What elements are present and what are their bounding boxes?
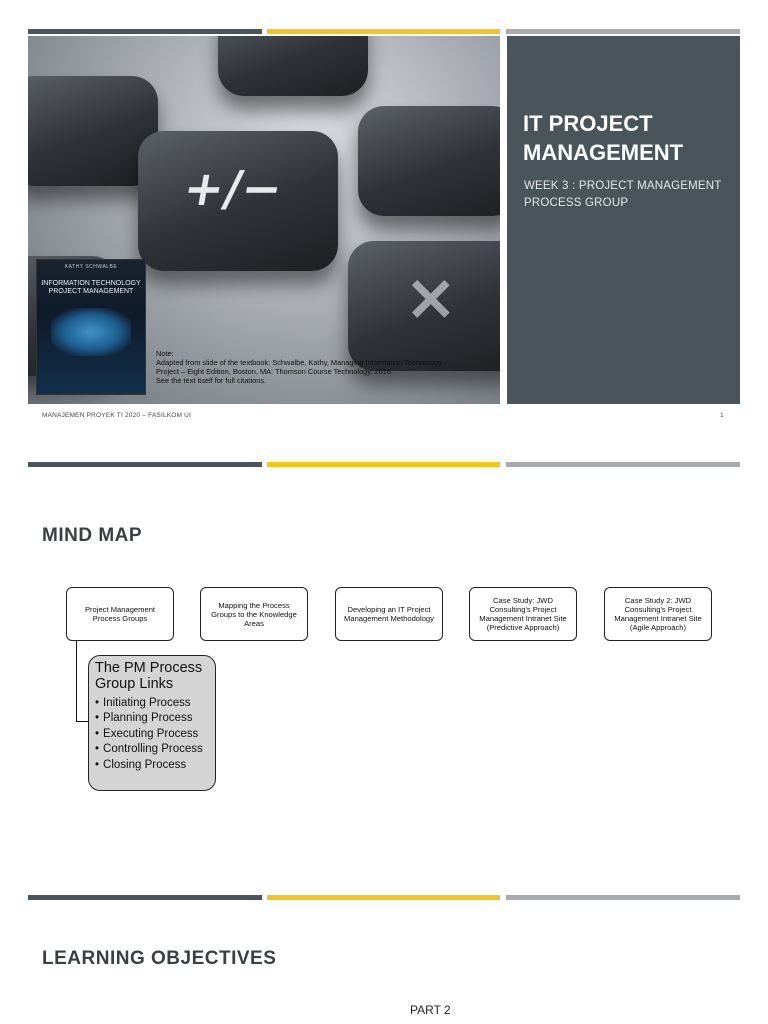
- accent-stripe-dark: [28, 895, 262, 900]
- calculator-key-plus-minus: [138, 131, 338, 271]
- accent-stripe-dark: [28, 29, 262, 34]
- note-label: Note:: [156, 349, 174, 358]
- note-line: See the text itself for full citations.: [156, 376, 267, 385]
- textbook-cover: [36, 259, 146, 395]
- plus-minus-icon: +/−: [179, 161, 287, 217]
- multiply-icon: ×: [404, 261, 458, 335]
- slide-heading: MIND MAP: [42, 525, 143, 546]
- note-line: Adapted from slide of the textbook: Schwalbe, Kathy, Managing Information Technology: [156, 358, 442, 367]
- note-line: Project – Eight Edition, Boston, MA: Thomson Course Technology, 2016.: [156, 367, 394, 376]
- accent-stripe-grey: [506, 29, 740, 34]
- slide-title: IT PROJECT MANAGEMENT: [523, 111, 684, 165]
- book-title: INFORMATION TECHNOLOGY PROJECT MANAGEMENT: [41, 280, 141, 295]
- slide-subtitle: WEEK 3 : PROJECT MANAGEMENT PROCESS GROUP: [524, 180, 722, 209]
- accent-stripe-grey: [506, 462, 740, 467]
- list-item: • Controlling Process: [95, 742, 209, 757]
- list-item: • Initiating Process: [95, 696, 209, 711]
- calculator-key: [358, 106, 500, 216]
- list-item: • Executing Process: [95, 727, 209, 742]
- mind-map-node: Case Study: JWD Consulting's Project Management Intranet Site (Predictive Approach): [469, 587, 577, 641]
- accent-stripe-yellow: [267, 895, 500, 900]
- page-number: 1: [720, 412, 724, 419]
- list-item: • Planning Process: [95, 711, 209, 726]
- world-map-graphic: [51, 308, 131, 356]
- part-label: PART 2: [410, 1003, 451, 1017]
- pm-process-list: [95, 696, 209, 773]
- title-panel: [507, 36, 740, 404]
- connector-line: [76, 641, 77, 722]
- slide-footer: MANAJEMEN PROYEK TI 2020 – FASILKOM UI: [42, 412, 192, 419]
- slide-heading: LEARNING OBJECTIVES: [42, 948, 277, 969]
- accent-stripe-yellow: [267, 462, 500, 467]
- mind-map-node: Case Study 2: JWD Consulting's Project Management Intranet Site (Agile Approach): [604, 587, 712, 641]
- pm-links-title: The PM Process Group Links: [95, 660, 203, 692]
- mind-map-node: Developing an IT Project Management Methodology: [335, 587, 443, 641]
- list-item: • Closing Process: [95, 758, 209, 773]
- calculator-key: [218, 36, 368, 96]
- mind-map-node: Mapping the Process Groups to the Knowledge Areas: [200, 587, 308, 641]
- accent-stripe-grey: [506, 895, 740, 900]
- pm-process-links-box: [88, 655, 216, 791]
- accent-stripe-yellow: [267, 29, 500, 34]
- citation-note: [156, 349, 498, 385]
- mind-map-node: Project Management Process Groups: [66, 587, 174, 641]
- accent-stripe-dark: [28, 462, 262, 467]
- book-author: KATHY SCHWALBE: [64, 264, 118, 270]
